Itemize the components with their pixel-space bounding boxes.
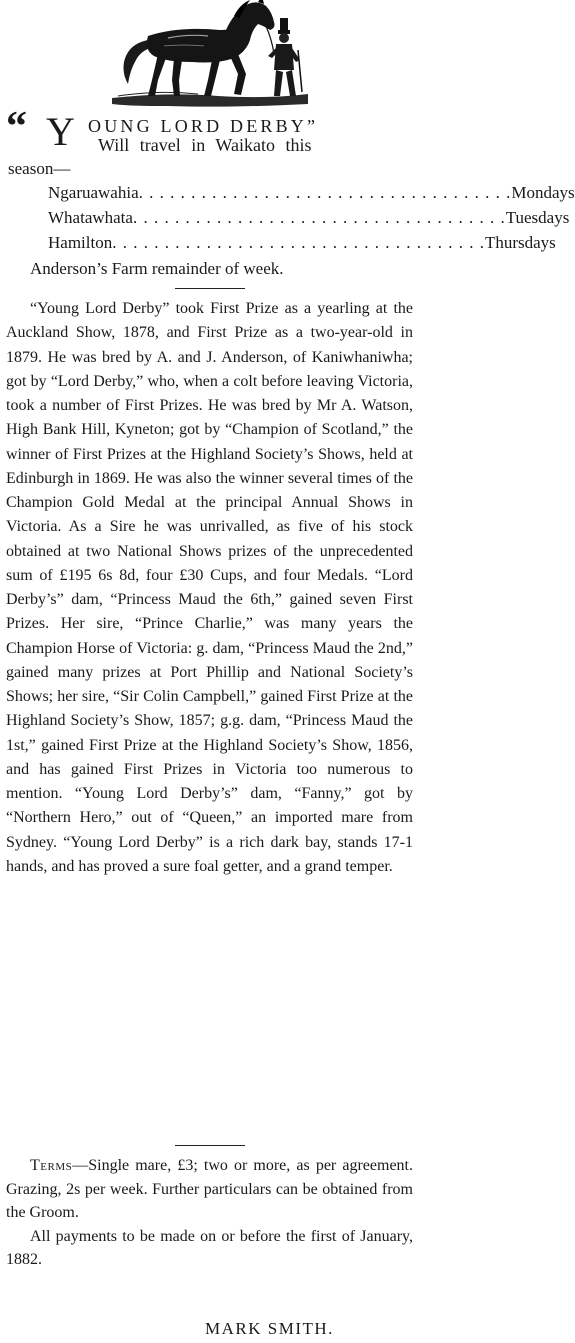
drop-initial: Y xyxy=(46,109,75,154)
terms-section xyxy=(6,1154,413,1272)
terms-paragraph xyxy=(6,1154,413,1225)
headline-subtitle: Will travel in Waikato this xyxy=(98,135,312,155)
schedule-place: Ngaruawahia xyxy=(48,183,139,202)
terms-text: —Single mare, £3; two or more, as per agreement. Grazing, 2s per week. Further particulars can be obtained from the Groom. xyxy=(6,1157,413,1221)
ad-headline xyxy=(2,104,417,155)
schedule-day: Mondays xyxy=(511,183,575,202)
terms-label: Terms xyxy=(30,1157,73,1174)
season-label: season— xyxy=(8,159,71,178)
divider-rule xyxy=(175,288,245,289)
schedule-row xyxy=(48,207,570,229)
schedule-row xyxy=(48,182,575,204)
payments-paragraph: All payments to be made on or before the first of January, 1882. xyxy=(6,1227,413,1268)
pedigree-paragraph: “Young Lord Derby” took First Prize as a yearling at the Auckland Show, 1878, and First Prize as a two-year-old in 1879. He was bred by A. and J. Anderson, of Kaniwhaniwha; got by “Lord Derby,” who, when a colt before leaving Victoria, took a number of First Prizes. He was bred by Mr A. Watson, High Bank Hill, Kyneton; got by “Champion of Scotland,” the winner of First Prizes at the Highland Society’s Shows, held at Edinburgh in 1869. He was also the winner several times of the Champion Gold Medal at the principal Annual Shows in Victoria. As a Sire he was unrivalled, as five of his stock obtained at two National Shows prizes of the unprecedented sum of £195 6s 8d, four £30 Cups, and four Medals. “Lord Derby’s” dam, “Princess Maud the 6th,” gained seven First Prizes. Her sire, “Prince Charlie,” was many years the Champion Horse of Victoria: g. dam, “Princess Maud the 2nd,” gained many prizes at Port Phillip and National Society’s Shows; her sire, “Sir Colin Campbell,” gained First Prize at the Highland Society’s Show, 1857; g.g. dam, “Princess Maud the 1st,” gained First Prize at the Highland Society’s Show, 1856, and has gained First Prizes in Victoria too numerous to mention. “Young Lord Derby’s” dam, “Fanny,” got by “Northern Hero,” out of “Queen,” an imported mare from Sydney. “Young Lord Derby” is a rich dark bay, stands 17-1 hands, and has proved a sure foal getter, and a grand temper. xyxy=(6,300,413,875)
schedule-day: Thursdays xyxy=(484,233,556,252)
schedule-place: Whatawhata xyxy=(48,208,133,227)
leader-dots: . . . . . . . . . . . . . . . . . . . . . . . . . . . . . . . . . . . . xyxy=(132,208,506,227)
body-copy xyxy=(6,297,413,879)
leader-dots: . . . . . . . . . . . . . . . . . . . . . . . . . . . . . . . . . . . . xyxy=(112,233,485,252)
leader-dots: . . . . . . . . . . . . . . . . . . . . . . . . . . . . . . . . . . . . xyxy=(138,183,512,202)
farm-line: Anderson’s Farm remainder of week. xyxy=(30,259,284,278)
horse-and-groom-illustration xyxy=(108,0,312,108)
opening-quote: “ xyxy=(6,104,23,150)
schedule-day: Tuesdays xyxy=(505,208,570,227)
signature: MARK SMITH. xyxy=(205,1319,334,1338)
schedule-row xyxy=(48,232,556,254)
schedule-place: Hamilton xyxy=(48,233,113,252)
divider-rule xyxy=(175,1145,245,1146)
headline-horse-name: OUNG LORD DERBY” xyxy=(88,116,319,136)
